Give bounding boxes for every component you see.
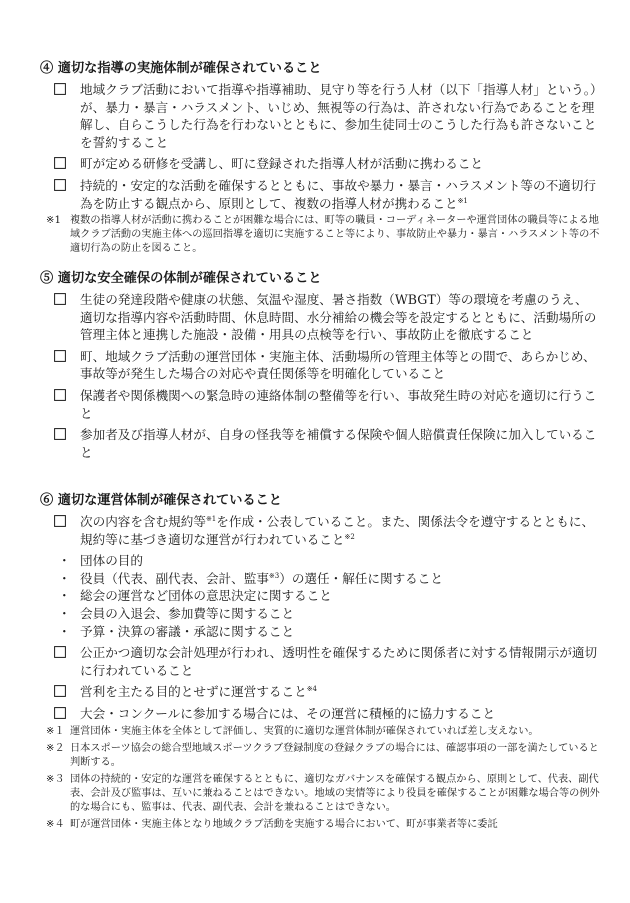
section-4	[40, 60, 600, 259]
bullet-text: 役員（代表、副代表、会計、監事	[80, 570, 269, 586]
section-6	[40, 492, 600, 835]
checkbox-icon	[54, 83, 66, 95]
section-5-item-2	[40, 348, 600, 383]
section-4-item-3-text: 持続的・安定的な活動を確保するとともに、事故や暴力・暴言・ハラスメント等の不適切行為を防止する観点から、原則として、複数の指導人材が携わること	[80, 177, 596, 211]
bullet-icon: ・	[58, 623, 71, 639]
item-text: 次の内容を含む規約等	[80, 514, 206, 529]
checkbox-icon	[54, 428, 66, 440]
checkbox-icon	[54, 646, 66, 658]
section-5-item-1	[40, 291, 600, 344]
note-text: 運営団体・実施主体を全体として評価し、実質的に適切な運営体制が確保されていれば差し支えない。	[70, 725, 539, 737]
checkbox-icon	[54, 389, 66, 401]
bullet-icon: ・	[58, 553, 71, 569]
checkbox-icon	[54, 293, 66, 305]
note-mark: ※４	[46, 818, 65, 830]
section-4-item-1	[40, 81, 600, 151]
section-6-note-2	[40, 742, 600, 770]
bullet-item	[40, 570, 600, 588]
section-6-note-4	[40, 818, 600, 832]
checkbox-icon	[54, 157, 66, 169]
note-text: 町が運営団体・実施主体となり地域クラブ活動を実施する場合において、町が事業者等に委託	[70, 818, 498, 830]
bullet-item	[40, 587, 600, 605]
note-mark: ※３	[46, 773, 65, 785]
checkbox-icon	[54, 515, 66, 527]
section-4-item-2	[40, 155, 600, 173]
footnote-ref: ※3	[268, 571, 280, 580]
section-6-item-1	[40, 513, 600, 548]
bullet-text: 団体の目的	[80, 553, 143, 569]
section-5-title: ⑤ 適切な安全確保の体制が確保されていること	[40, 271, 322, 286]
section-4-note-1	[40, 214, 600, 256]
bullet-item	[40, 605, 600, 623]
section-5-item-4	[40, 426, 600, 461]
section-6-item-4-text: 大会・コンクールに参加する場合には、その運営に積極的に協力すること	[80, 705, 496, 721]
footnote-ref: ※1	[205, 515, 217, 523]
section-6-note-1	[40, 725, 600, 739]
bullet-text: 会員の入退会、参加費等に関すること	[80, 605, 295, 621]
bullet-text: 総会の運営など団体の意思決定に関すること	[80, 588, 332, 604]
checkbox-icon	[54, 179, 66, 191]
note-mark: ※１	[46, 725, 65, 737]
bullet-icon: ・	[58, 588, 71, 604]
bullet-icon: ・	[58, 605, 71, 621]
note-text: 団体の持続的・安定的な運営を確保するとともに、適切なガバナンスを確保する観点から、原則として、代表、副代表、会計及び監事は、互いに兼ねることはできない。地域の実情等により役員を確保することが困難な場合等の例外的な場合にも、監事は、代表、副代表、会計を兼ねることはできない。	[70, 773, 600, 813]
section-5-item-1-text: 生徒の発達段階や健康の状態、気温や湿度、暑さ指数（WBGT）等の環境を考慮のうえ、適切な指導内容や活動時間、休息時間、水分補給の機会等を設定するとともに、活動場所の管理主体と連携した施設・設備・用具の点検等を行い、事故防止を徹底すること	[80, 292, 597, 343]
footnote-ref: ※4	[306, 685, 318, 694]
section-5-item-3-text: 保護者や関係機関への緊急時の連絡体制の整備等を行い、事故発生時の対応を適切に行うこと	[80, 387, 597, 421]
checkbox-icon	[54, 707, 66, 719]
section-5-item-4-text: 参加者及び指導人材が、自身の怪我等を補償する保険や個人賠償責任保険に加入していること	[80, 427, 597, 460]
section-6-item-2-text: 公正かつ適切な会計処理が行われ、透明性を確保するために関係者に対する情報開示が適切に行われていること	[80, 645, 598, 678]
section-6-item-2	[40, 644, 600, 679]
footnote-ref: ※2	[344, 532, 355, 541]
section-6-item-3-text: 営利を主たる目的とせずに運営すること	[80, 684, 307, 700]
section-5-item-3	[40, 387, 600, 422]
section-6-item-3	[40, 683, 600, 701]
note-mark: ※1	[46, 215, 62, 227]
section-5	[40, 270, 600, 465]
footnote-ref: ※1	[457, 196, 468, 205]
section-5-item-2-text: 町、地域クラブ活動の運営団体・実施主体、活動場所の管理主体等との間で、あらかじめ、事故等が発生した場合の対応や責任関係等を明確化していること	[80, 348, 596, 382]
checkbox-icon	[54, 685, 66, 697]
section-6-item-4	[40, 705, 600, 723]
section-6-note-3	[40, 773, 600, 815]
section-4-item-2-text: 町が定める研修を受講し、町に登録された指導人材が活動に携わること	[80, 156, 483, 172]
section-4-title: ④ 適切な指導の実施体制が確保されていること	[40, 61, 322, 76]
bullet-item	[40, 552, 600, 570]
note-text: 日本スポーツ協会の総合型地域スポーツクラブ登録制度の登録クラブの場合には、確認事項の一部を満たしていると判断する。	[70, 742, 599, 768]
note-mark: ※２	[46, 742, 65, 754]
section-4-item-1-text: 地域クラブ活動において指導や指導補助、見守り等を行う人材（以下「指導人材」という。）が、暴力・暴言・ハラスメント、いじめ、無視等の行為は、許されない行為であることを理解し、自らこうした行為を行わないとともに、参加生徒同士のこうした行為も許さないことを誓約すること	[80, 82, 597, 150]
section-6-title: ⑥ 適切な運営体制が確保されていること	[40, 493, 282, 508]
item-text: を作成・公表していること。また、関係法令を遵守するとともに、規約等に基づき適切な運営が行われていること	[80, 514, 595, 547]
bullet-text: ）の選任・解任に関すること	[279, 570, 443, 586]
bullet-icon: ・	[58, 570, 71, 586]
note-text: 複数の指導人材が活動に携わることが困難な場合には、町等の職員・コーディネーターや運営団体の職員等による地域クラブ活動の実施主体への巡回指導を適切に実施すること等により、事故防止や暴力・暴言・ハラスメント等の不適切行為の防止を図ること。	[70, 215, 600, 255]
checkbox-icon	[54, 350, 66, 362]
bullet-text: 予算・決算の審議・承認に関すること	[80, 623, 295, 639]
section-4-item-3	[40, 177, 600, 212]
bullet-item	[40, 623, 600, 641]
